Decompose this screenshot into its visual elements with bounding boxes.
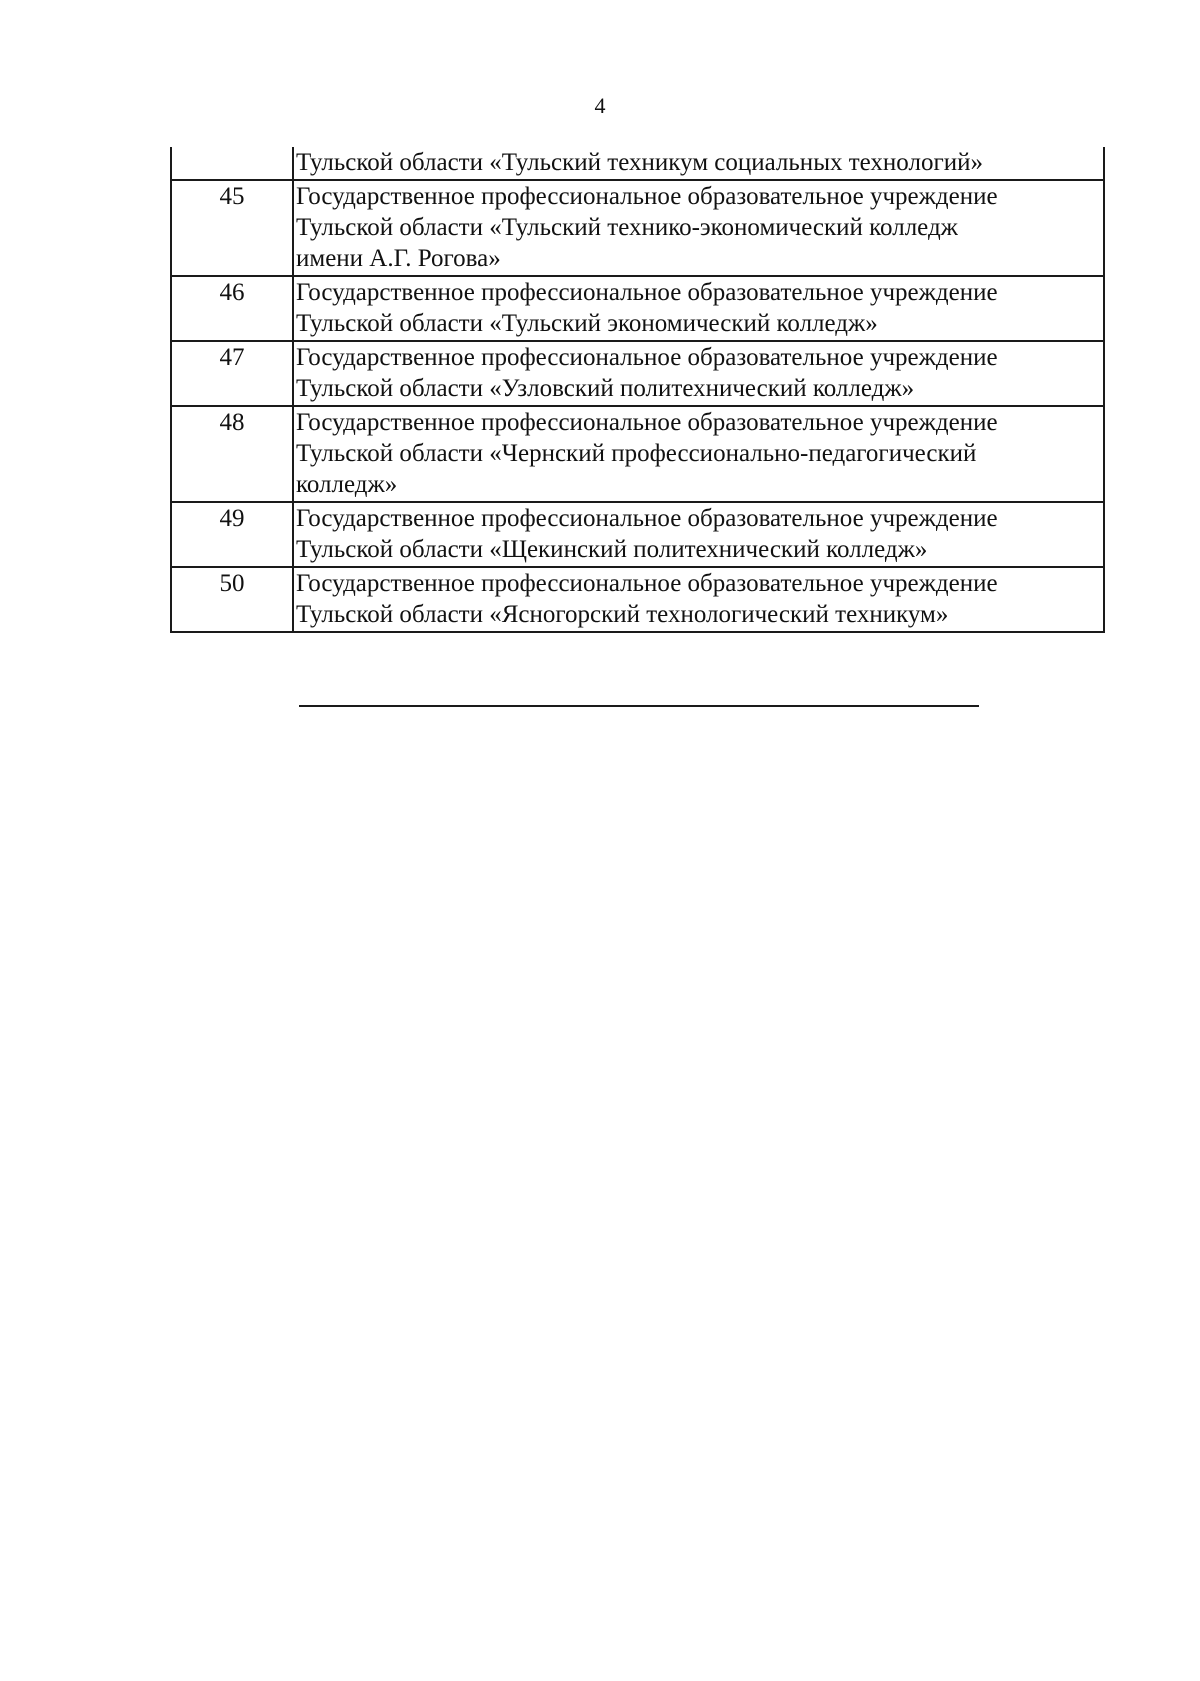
table-row	[171, 567, 1104, 632]
row-number-cell	[171, 147, 293, 180]
table-row	[171, 502, 1104, 567]
row-number-cell: 47	[171, 341, 293, 406]
page-number: 4	[594, 93, 606, 118]
institution-name-cell: Государственное профессиональное образовательное учреждение Тульской области «Ясногорский технологический техникум»	[293, 567, 1104, 632]
institution-name-cell: Государственное профессиональное образовательное учреждение Тульской области «Чернский профессионально-педагогический колледж»	[293, 406, 1104, 502]
institution-name-cell: Государственное профессиональное образовательное учреждение Тульской области «Узловский политехнический колледж»	[293, 341, 1104, 406]
row-number-cell: 45	[171, 180, 293, 276]
row-number-cell: 50	[171, 567, 293, 632]
end-of-list-rule	[299, 705, 979, 707]
row-number-cell: 49	[171, 502, 293, 567]
institution-name-cell: Государственное профессиональное образовательное учреждение Тульской области «Тульский экономический колледж»	[293, 276, 1104, 341]
table-row	[171, 147, 1104, 180]
row-number-cell: 46	[171, 276, 293, 341]
institutions-table	[170, 147, 1105, 633]
institution-name-cell: Государственное профессиональное образовательное учреждение Тульской области «Тульский технико-экономический колледж имени А.Г. Рогова»	[293, 180, 1104, 276]
institution-name-cell: Тульской области «Тульский техникум социальных технологий»	[293, 147, 1104, 180]
institutions-table-body	[171, 147, 1104, 632]
table-row	[171, 180, 1104, 276]
row-number-cell: 48	[171, 406, 293, 502]
table-row	[171, 341, 1104, 406]
table-row	[171, 406, 1104, 502]
table-row	[171, 276, 1104, 341]
institution-name-cell: Государственное профессиональное образовательное учреждение Тульской области «Щекинский политехнический колледж»	[293, 502, 1104, 567]
